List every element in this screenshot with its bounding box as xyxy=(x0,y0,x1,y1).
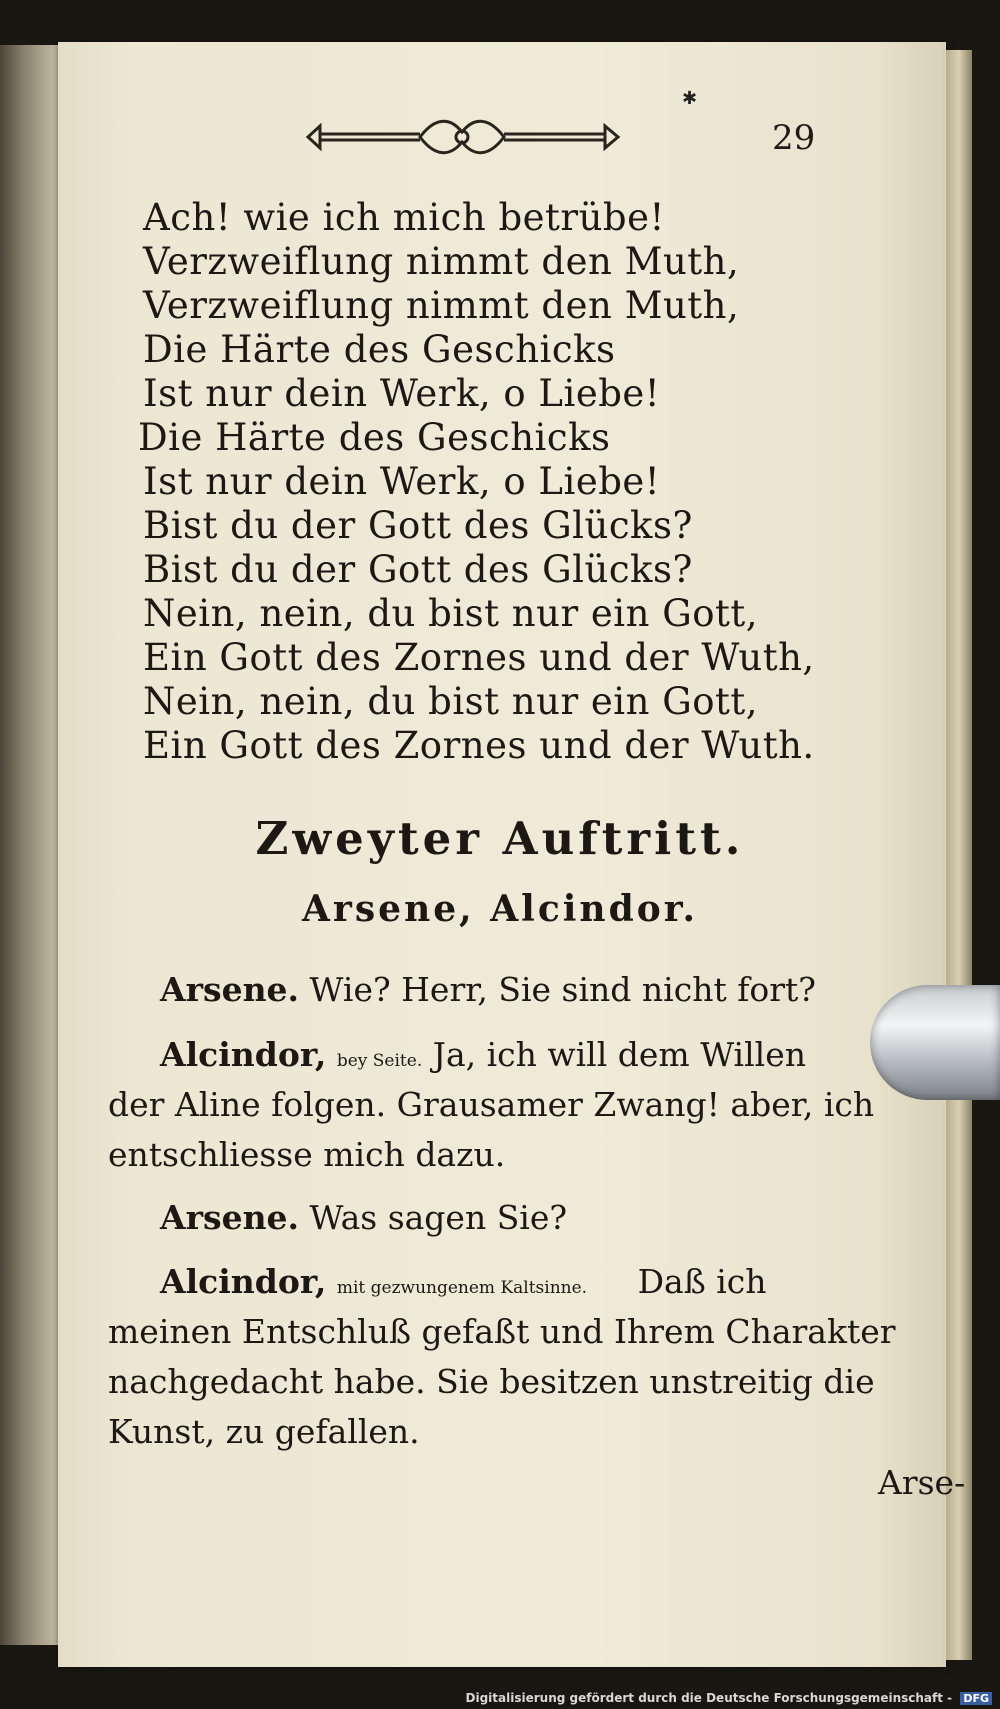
verse-line: Ach! wie ich mich betrübe! xyxy=(143,196,665,239)
printer-mark: ✱ xyxy=(682,88,698,109)
speech-text: Daß ich xyxy=(637,1262,767,1301)
speech-text: nachgedacht habe. Sie besitzen unstreitig die xyxy=(108,1362,875,1401)
speech-text: der Aline folgen. Grausamer Zwang! aber, ich xyxy=(108,1085,875,1124)
speech-text: meinen Entschluß gefaßt und Ihrem Charakter xyxy=(108,1312,896,1351)
dfg-logo-badge: DFG xyxy=(960,1692,992,1705)
speech-text: Was sagen Sie? xyxy=(309,1198,568,1237)
verse-line: Nein, nein, du bist nur ein Gott, xyxy=(143,592,759,635)
page-number: 29 xyxy=(772,118,816,158)
footer-credit xyxy=(466,1691,992,1705)
verse-line: Nein, nein, du bist nur ein Gott, xyxy=(143,680,759,723)
verse-line: Ein Gott des Zornes und der Wuth, xyxy=(143,636,815,679)
page-clip xyxy=(870,985,1000,1100)
speech-text: Wie? Herr, Sie sind nicht fort? xyxy=(309,970,817,1009)
verse-line: Die Härte des Geschicks xyxy=(143,328,616,371)
verse-line: Verzweiflung nimmt den Muth, xyxy=(143,284,740,327)
dialogue-line xyxy=(160,970,816,1009)
speech-text: Kunst, zu gefallen. xyxy=(108,1412,420,1451)
speaker-name: Arsene. xyxy=(160,1198,300,1237)
scene-title: Zweyter Auftritt. xyxy=(255,812,745,865)
verse-line: Verzweiflung nimmt den Muth, xyxy=(143,240,740,283)
speaker-name: Alcindor, xyxy=(160,1035,327,1074)
speaker-name: Alcindor, xyxy=(160,1262,327,1301)
decorative-ornament-icon xyxy=(300,112,625,162)
speech-text: Ja, ich will dem Willen xyxy=(432,1035,806,1074)
dialogue-line xyxy=(160,1262,767,1301)
speaker-name: Arsene. xyxy=(160,970,300,1009)
stage-direction: bey Seite. xyxy=(336,1051,423,1071)
verse-line: Ist nur dein Werk, o Liebe! xyxy=(143,372,661,415)
verse-line: Bist du der Gott des Glücks? xyxy=(143,504,693,547)
footer-text: Digitalisierung gefördert durch die Deutsche Forschungsgemeinschaft - xyxy=(465,1691,953,1705)
verse-line: Die Härte des Geschicks xyxy=(138,416,611,459)
scene-persons: Arsene, Alcindor. xyxy=(302,888,698,930)
verse-line: Ist nur dein Werk, o Liebe! xyxy=(143,460,661,503)
dialogue-line xyxy=(160,1035,806,1074)
catchword: Arse- xyxy=(878,1463,966,1502)
verse-line: Bist du der Gott des Glücks? xyxy=(143,548,693,591)
verse-line: Ein Gott des Zornes und der Wuth. xyxy=(143,724,815,767)
speech-text: entschliesse mich dazu. xyxy=(108,1135,506,1174)
stage-direction: mit gezwungenem Kaltsinne. xyxy=(336,1278,588,1298)
dialogue-line xyxy=(160,1198,567,1237)
